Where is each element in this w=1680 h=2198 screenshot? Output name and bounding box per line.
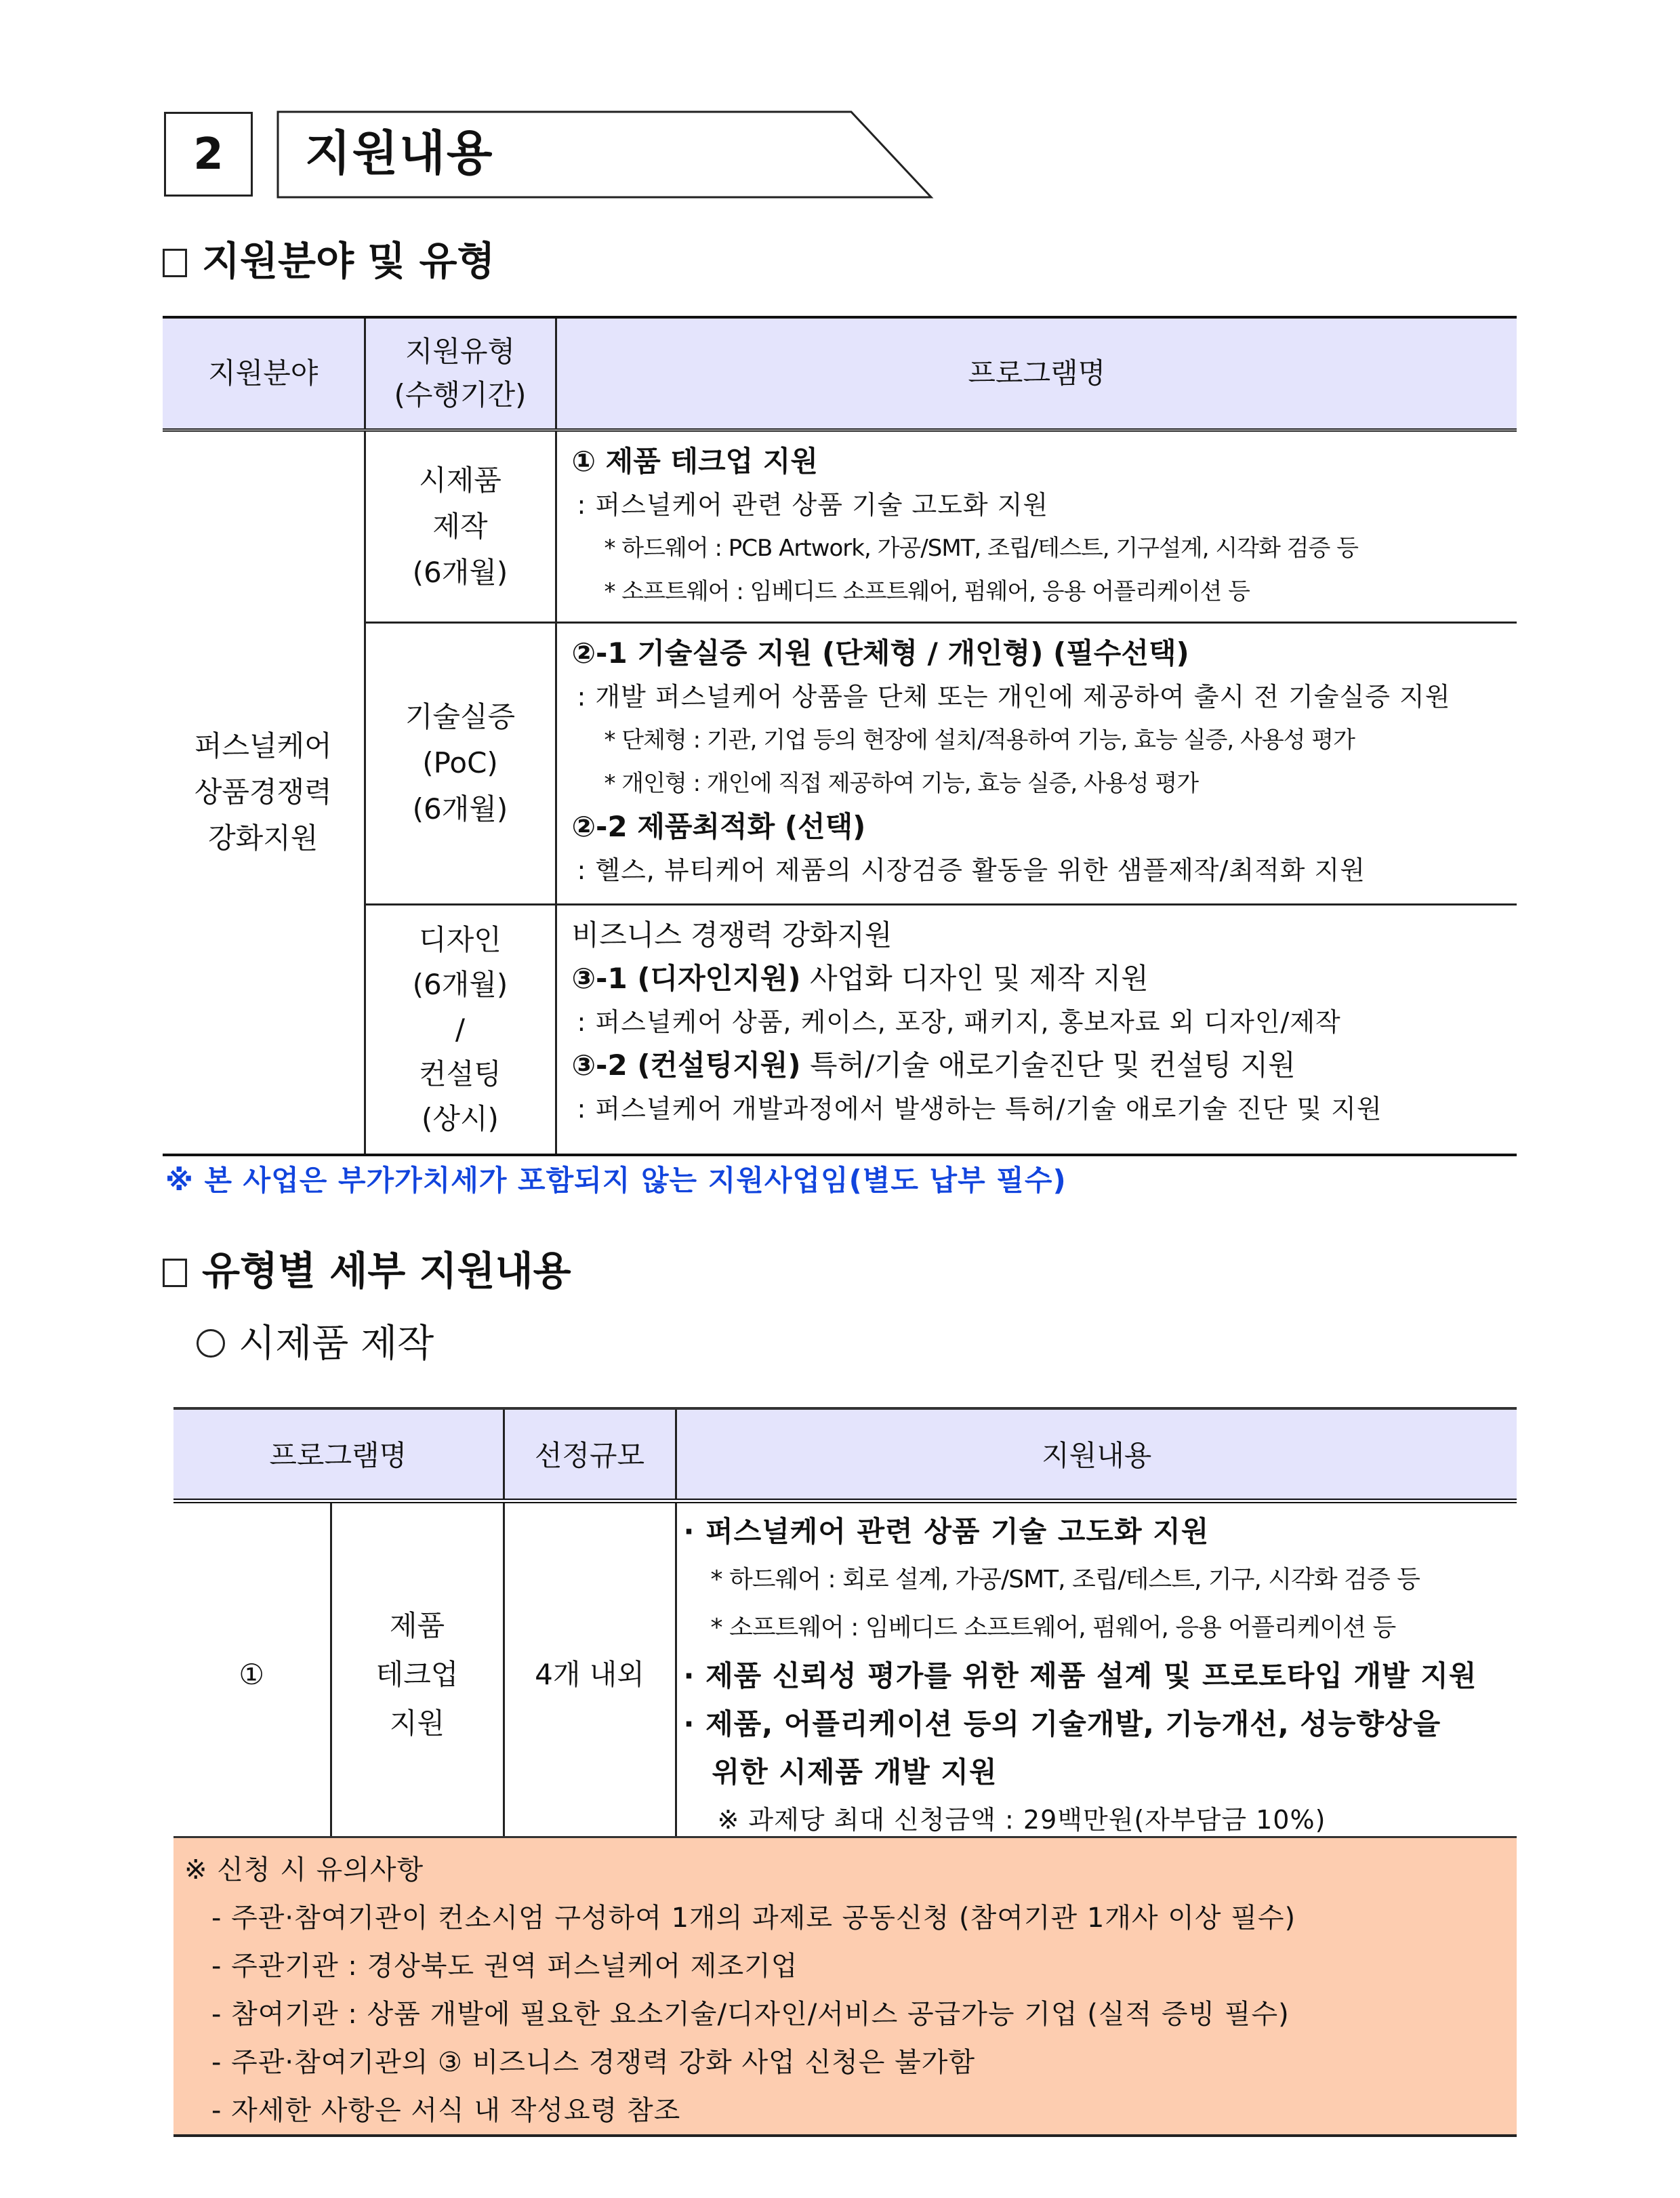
support-content-cell (676, 1501, 1517, 1848)
vat-note: ※ 본 사업은 부가가치세가 포함되지 않는 지원사업임(별도 납부 필수) (165, 1164, 1067, 1197)
section-number-box (164, 112, 253, 197)
header-content: 지원내용 (676, 1408, 1517, 1501)
program-desc: : 개발 퍼스널케어 상품을 단체 또는 개인에 제공하여 출시 전 기술실증 지원 (577, 681, 1451, 712)
program-cell (556, 622, 1517, 904)
support-field-cell (163, 430, 365, 1155)
content-bullet-continued: 위한 시제품 개발 지원 (712, 1755, 998, 1789)
content-bullet: · 제품, 어플리케이션 등의 기술개발, 기능개선, 성능향상을 (683, 1707, 1441, 1741)
name-line: 지원 (389, 1707, 445, 1740)
program-name: 특허/기술 애로기술진단 및 컨설팅 지원 (800, 1048, 1296, 1082)
program-code: ③-2 (컨설팅지원) (571, 1048, 801, 1082)
field-line: 상품경쟁력 (194, 775, 332, 809)
program-detail: * 단체형 : 기관, 기업 등의 현장에 설치/적용하여 기능, 효능 실증, 사용성 평가 (604, 726, 1355, 754)
caution-item: - 자세한 사항은 서식 내 작성요령 참조 (211, 2095, 681, 2126)
subheading-text: 시제품 제작 (239, 1322, 434, 1366)
section-number: 2 (193, 129, 224, 180)
checkbox-square-icon (163, 1259, 187, 1287)
type-cell (365, 622, 556, 904)
header-type-line1: 지원유형 (405, 334, 516, 368)
application-caution-box (173, 1836, 1517, 2137)
program-detail: * 소프트웨어 : 임베디드 소프트웨어, 펌웨어, 응용 어플리케이션 등 (604, 577, 1250, 605)
program-detail: * 개인형 : 개인에 직접 제공하여 기능, 효능 실증, 사용성 평가 (604, 769, 1199, 797)
program-name-cell (331, 1501, 504, 1848)
content-bullet: · 제품 신뢰성 평가를 위한 제품 설계 및 프로토타입 개발 지원 (683, 1658, 1477, 1692)
program-code: ③-1 (디자인지원) (571, 961, 801, 995)
type-cell (365, 904, 556, 1155)
program-desc: : 퍼스널케어 상품, 케이스, 포장, 패키지, 홍보자료 외 디자인/제작 (577, 1006, 1341, 1037)
type-line: 기술실증 (405, 700, 516, 733)
circle-bullet-icon (197, 1329, 225, 1358)
type-line: 제작 (432, 509, 488, 543)
program-title (572, 1044, 1517, 1087)
type-line: / (455, 1012, 466, 1046)
type-line: (상시) (422, 1101, 499, 1135)
type-line: (6개월) (412, 555, 508, 589)
program-detail: * 하드웨어 : PCB Artwork, 가공/SMT, 조립/테스트, 기구설계, 시각화 검증 등 (604, 534, 1358, 562)
subheading-prototype (197, 1320, 434, 1368)
program-title: ① 제품 테크업 지원 (571, 444, 818, 478)
content-bullet: · 퍼스널케어 관련 상품 기술 고도화 지원 (683, 1514, 1210, 1548)
program-desc: : 퍼스널케어 관련 상품 기술 고도화 지원 (577, 489, 1049, 520)
caution-item: - 주관·참여기관이 컨소시엄 구성하여 1개의 과제로 공동신청 (참여기관 1개사 이상 필수) (211, 1902, 1296, 1934)
program-name: 사업화 디자인 및 제작 지원 (800, 961, 1149, 995)
content-detail: * 소프트웨어 : 임베디드 소프트웨어, 펌웨어, 응용 어플리케이션 등 (710, 1613, 1396, 1642)
section-title: 지원내용 (305, 125, 494, 181)
program-desc: : 헬스, 뷰티케어 제품의 시장검증 활동을 위한 샘플제작/최적화 지원 (577, 855, 1366, 885)
type-line: (6개월) (412, 792, 508, 826)
content-detail: * 하드웨어 : 회로 설계, 가공/SMT, 조립/테스트, 기구, 시각화 검증 등 (710, 1565, 1420, 1593)
caution-item: - 참여기관 : 상품 개발에 필요한 요소기술/디자인/서비스 공급가능 기업 (실적 증빙 필수) (211, 1999, 1290, 2030)
header-field: 지원분야 (163, 317, 365, 430)
caution-item: - 주관기관 : 경상북도 권역 퍼스널케어 제조기업 (211, 1951, 798, 1982)
selection-scale: 4개 내외 (504, 1501, 676, 1848)
heading-support-fields (163, 237, 495, 285)
row-number: ① (173, 1501, 331, 1848)
table-row (163, 622, 1517, 904)
table-row (163, 904, 1517, 1155)
name-line: 제품 (389, 1609, 445, 1642)
header-scale: 선정규모 (504, 1408, 676, 1501)
type-line: 컨설팅 (419, 1057, 501, 1091)
field-line: 강화지원 (208, 821, 319, 855)
type-cell (365, 430, 556, 622)
program-title: 비즈니스 경쟁력 강화지원 (571, 918, 893, 952)
field-line: 퍼스널케어 (194, 729, 332, 763)
max-amount-note: ※ 과제당 최대 신청금액 : 29백만원(자부담금 10%) (717, 1804, 1326, 1835)
caution-title: ※ 신청 시 유의사항 (184, 1854, 424, 1886)
header-program: 프로그램명 (556, 317, 1517, 430)
caution-item: - 주관·참여기관의 ③ 비즈니스 경쟁력 강화 사업 신청은 불가함 (211, 2047, 976, 2078)
support-types-table (163, 316, 1517, 1156)
table-row (163, 430, 1517, 622)
program-title: ②-1 기술실증 지원 (단체형 / 개인형) (필수선택) (571, 636, 1189, 670)
program-cell (556, 904, 1517, 1155)
heading-text: 지원분야 및 유형 (202, 238, 495, 284)
program-cell (556, 430, 1517, 622)
program-desc: : 퍼스널케어 개발과정에서 발생하는 특허/기술 애로기술 진단 및 지원 (577, 1093, 1382, 1124)
program-title (572, 957, 1517, 1000)
table-header-row (163, 317, 1517, 430)
header-type-line2: (수행기간) (394, 378, 527, 411)
program-title: ②-2 제품최적화 (선택) (571, 809, 866, 843)
table-header-row (173, 1408, 1517, 1501)
table-row (173, 1501, 1517, 1848)
checkbox-square-icon (163, 249, 187, 277)
header-program-name: 프로그램명 (173, 1408, 504, 1501)
type-line: 시제품 (419, 463, 501, 497)
type-line: 디자인 (419, 922, 501, 956)
type-line: (PoC) (422, 746, 498, 779)
heading-text: 유형별 세부 지원내용 (202, 1248, 571, 1294)
prototype-detail-table (173, 1407, 1517, 1849)
name-line: 테크업 (375, 1658, 459, 1691)
heading-detail-support (163, 1247, 571, 1295)
type-line: (6개월) (412, 967, 508, 1001)
header-type (365, 317, 556, 430)
